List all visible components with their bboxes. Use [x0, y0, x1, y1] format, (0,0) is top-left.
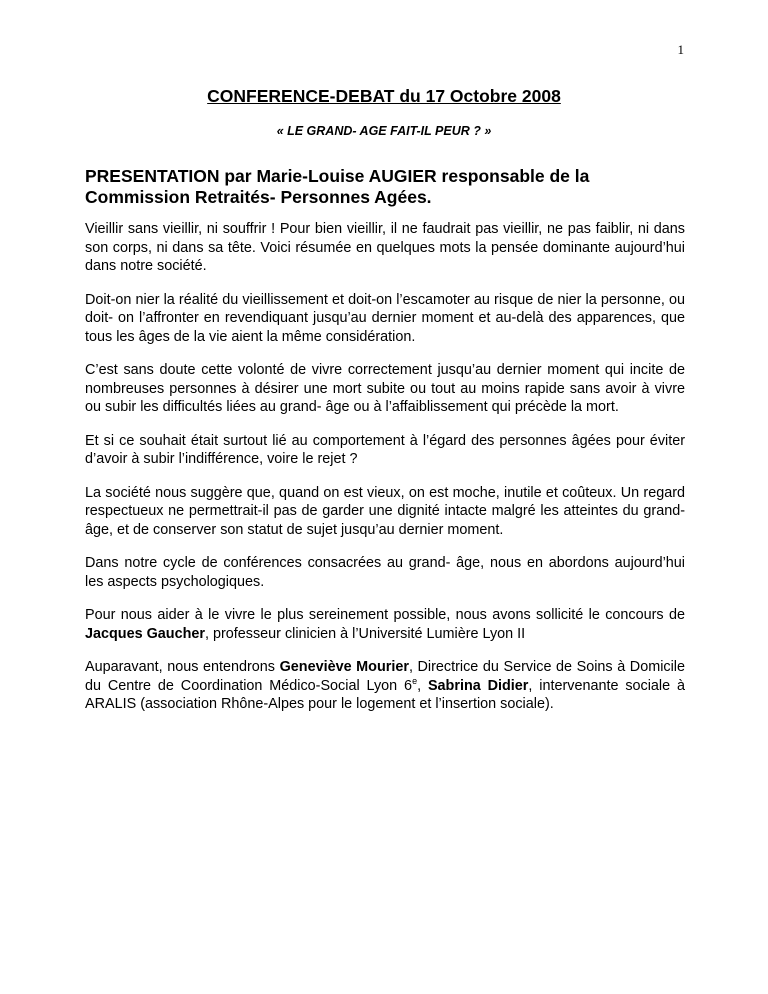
speaker-name: Geneviève Mourier: [279, 659, 409, 675]
paragraph-text: , professeur clinicien à l’Université Lumière Lyon II: [204, 625, 526, 642]
document-body: [85, 220, 685, 729]
paragraph-text: ,: [417, 677, 428, 694]
paragraph-speaker: [85, 606, 685, 643]
paragraph-text: , Directrice du Service de Soins à Domicile du Centre de Coordination Médico-Social Lyon 6: [85, 659, 685, 694]
paragraph: Vieillir sans vieillir, ni souffrir ! Pour bien vieillir, il ne faudrait pas vieillir, ne pas faiblir, ni dans son corps, ni dans sa tête. Voici résumée en quelques mots la pensée dominante aujourd’hui dans notre société.: [85, 221, 685, 274]
section-heading-line1: PRESENTATION par Marie-Louise AUGIER responsable de la: [85, 166, 590, 186]
paragraph: Doit-on nier la réalité du vieillissement et doit-on l’escamoter au risque de nier la personne, ou doit- on l’affronter en revendiquant jusqu’au dernier moment et au-delà des apparences, que tous les âges de la vie aient la même considération.: [85, 291, 685, 345]
page-number: 1: [677, 42, 684, 57]
speaker-name: Jacques Gaucher: [85, 625, 205, 642]
paragraph: Dans notre cycle de conférences consacrées au grand- âge, nous en abordons aujourd’hui les aspects psychologiques.: [85, 555, 685, 590]
document-subtitle: « LE GRAND- AGE FAIT-IL PEUR ? »: [276, 124, 492, 138]
section-heading: [85, 166, 685, 208]
paragraph-text: Pour nous aider à le vivre le plus sereinement possible, nous avons sollicité le concours de: [85, 607, 685, 623]
paragraph-text: Auparavant, nous entendrons: [85, 659, 280, 675]
speaker-name: Sabrina Didier: [427, 677, 529, 694]
paragraph-intervenants: [85, 658, 685, 714]
document-title: CONFERENCE-DEBAT du 17 Octobre 2008: [207, 86, 561, 106]
paragraph: Et si ce souhait était surtout lié au comportement à l’égard des personnes âgées pour éviter d’avoir à subir l’indifférence, voire le rejet ?: [85, 432, 685, 467]
paragraph-text: , intervenante sociale à ARALIS (association Rhône-Alpes pour le logement et l’insertion sociale).: [85, 677, 685, 712]
superscript: e: [412, 675, 418, 686]
paragraph: C’est sans doute cette volonté de vivre correctement jusqu’au dernier moment qui incite de nombreuses personnes à désirer une mort subite ou tout au moins rapide sans avoir à vivre ou subir les difficultés liées au grand- âge ou à l’affaiblissement qui précède la mort.: [85, 362, 685, 415]
paragraph: La société nous suggère que, quand on est vieux, on est moche, inutile et coûteux. Un regard respectueux ne permettrait-il pas de garder une dignité intacte malgré les atteintes du grand- âge, et de conserver son statut de sujet jusqu’au dernier moment.: [85, 484, 685, 538]
section-heading-line2: Commission Retraités- Personnes Agées.: [85, 187, 432, 207]
